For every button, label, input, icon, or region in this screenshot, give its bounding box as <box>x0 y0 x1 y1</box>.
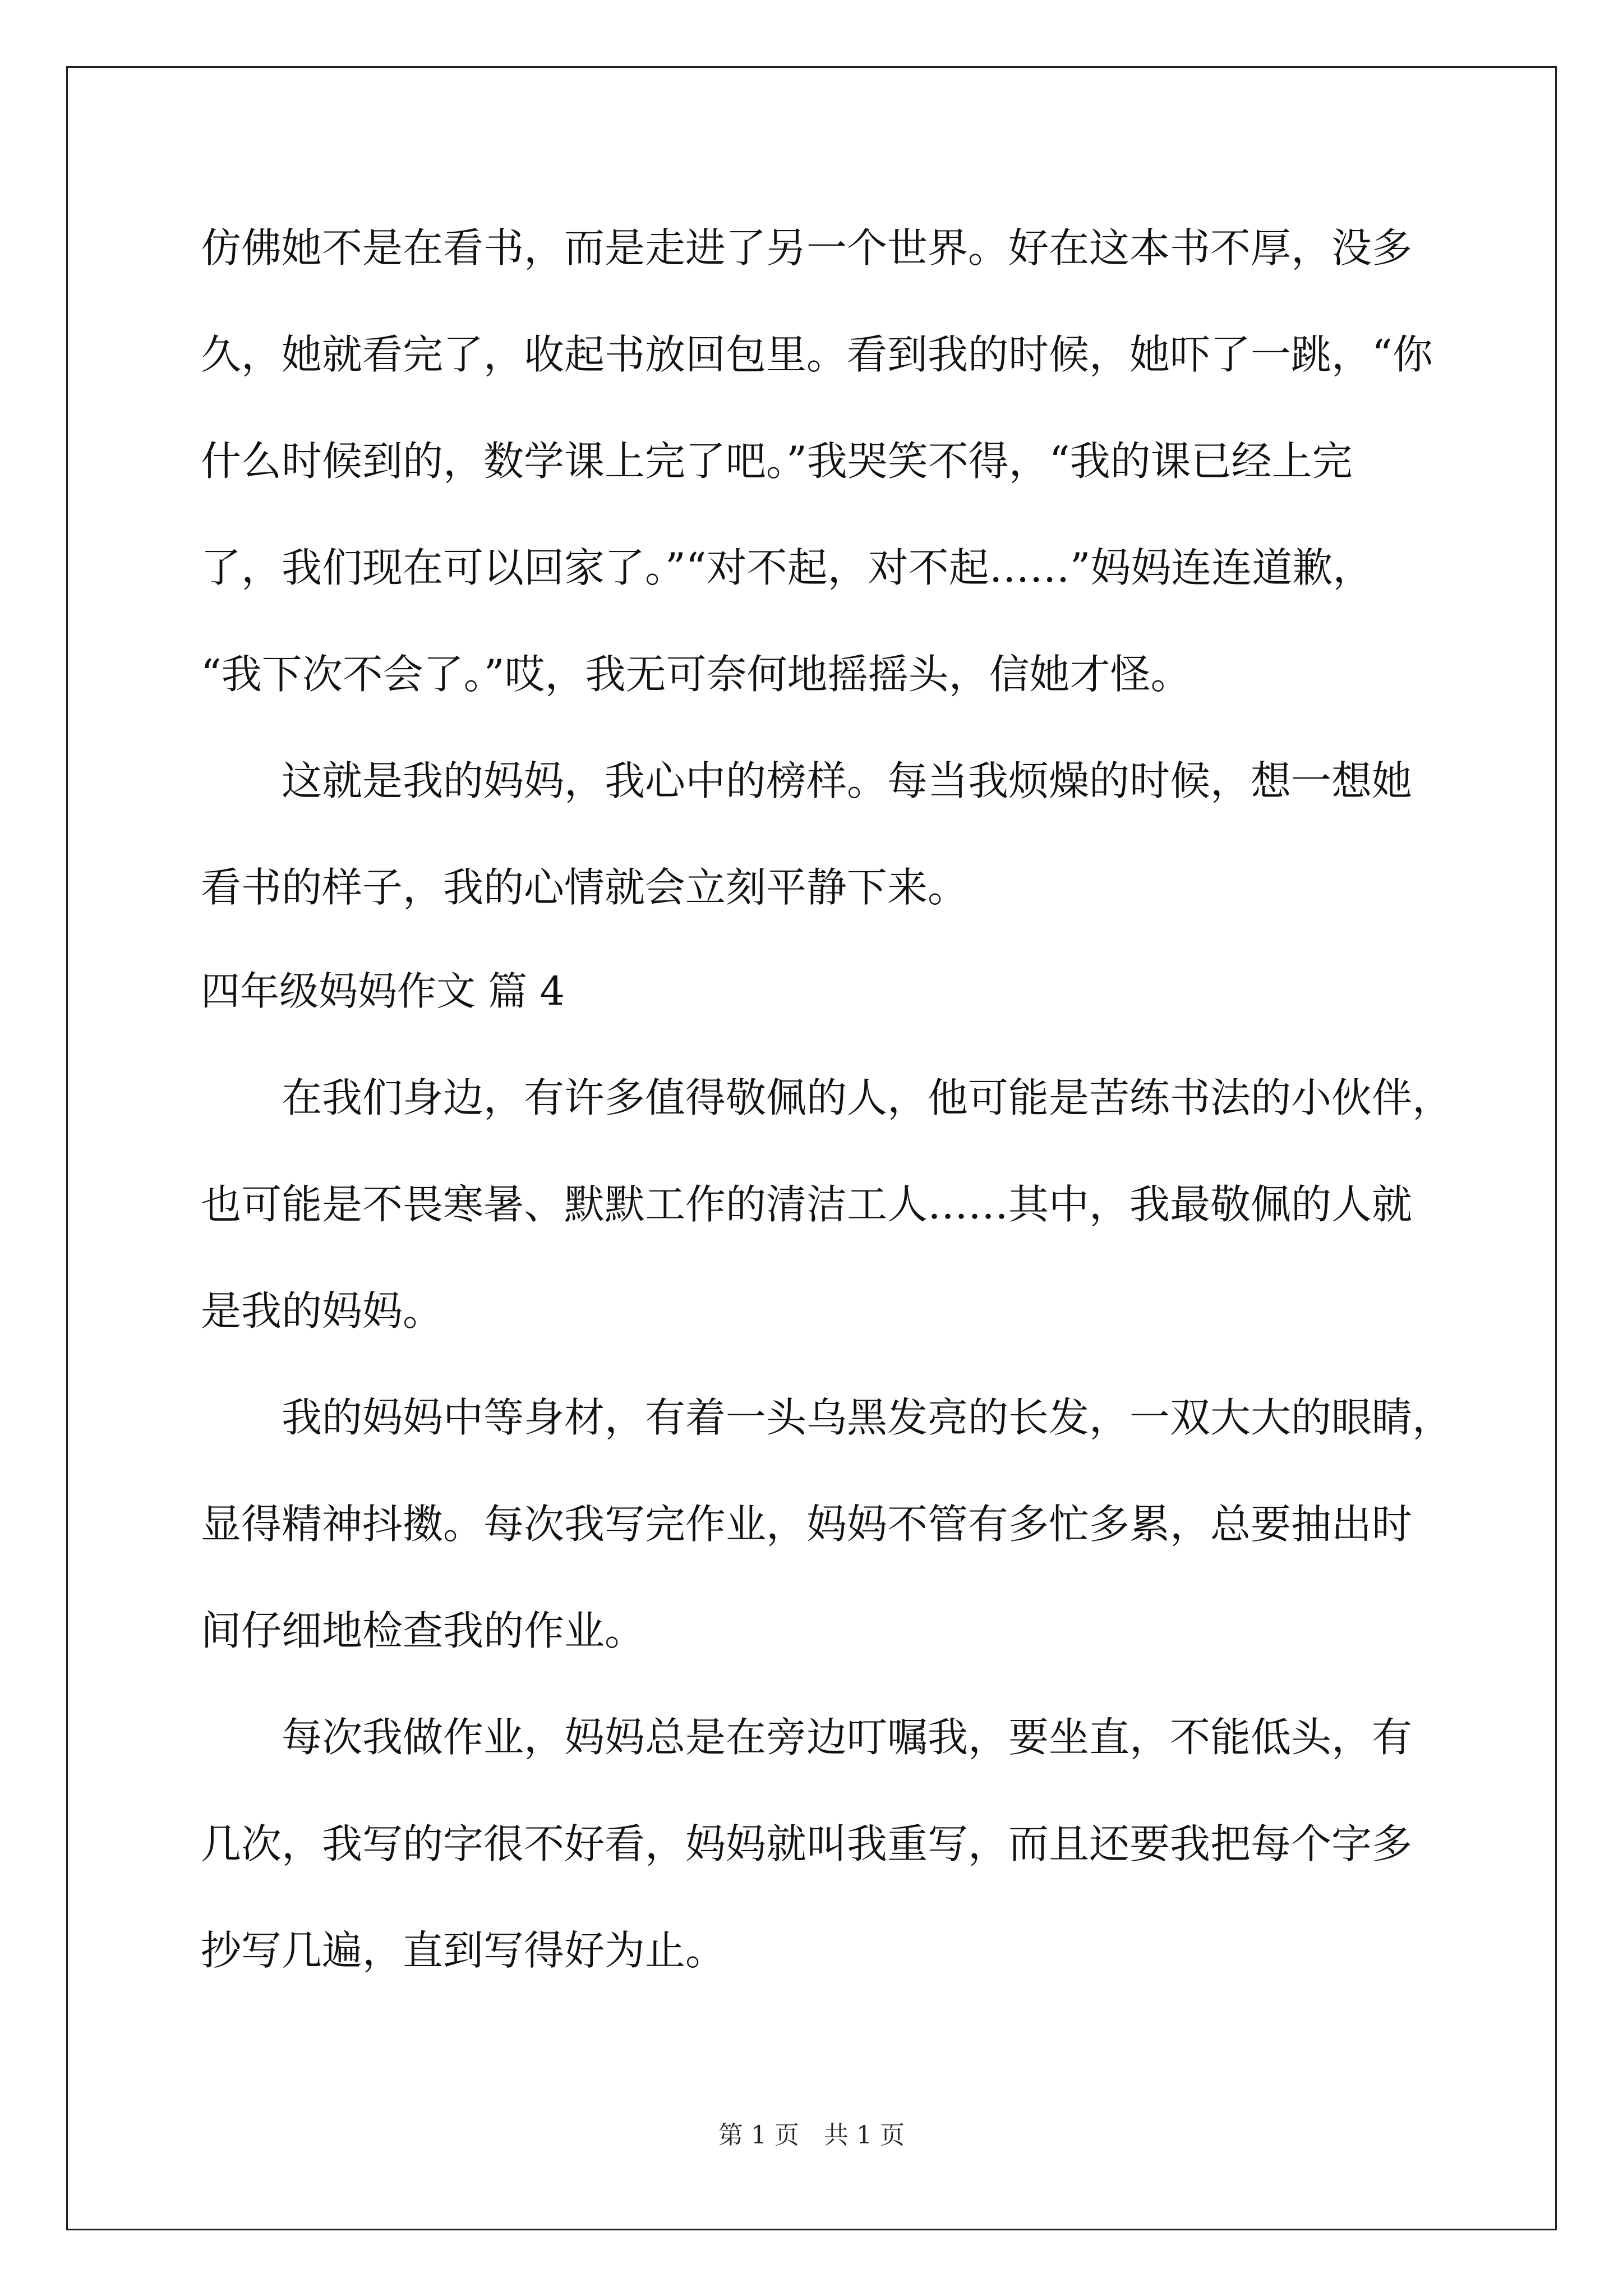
page-border <box>66 66 1557 2230</box>
total-pages: 共 1 页 <box>824 2121 905 2150</box>
text-line: 久，她就看完了，收起书放回包里。看到我的时候，她吓了一跳，“你 <box>201 331 1433 378</box>
text-line: 仿佛她不是在看书，而是走进了另一个世界。好在这本书不厚，没多 <box>201 224 1413 272</box>
text-line: 也可能是不畏寒暑、默默工作的清洁工人……其中，我最敬佩的人就 <box>201 1181 1413 1228</box>
text-line: 抄写几遍，直到写得好为止。 <box>201 1927 726 1974</box>
text-line: 是我的妈妈。 <box>201 1287 444 1335</box>
paragraph-first-line: 我的妈妈中等身材，有着一头乌黑发亮的长发，一双大大的眼睛， <box>282 1394 1453 1441</box>
paragraph-first-line: 这就是我的妈妈，我心中的榜样。每当我烦燥的时候，想一想她 <box>282 757 1413 804</box>
section-heading: 四年级妈妈作文 篇 4 <box>201 968 565 1014</box>
text-line: 什么时候到的，数学课上完了吧。”我哭笑不得，“我的课已经上完 <box>201 438 1353 485</box>
paragraph-first-line: 每次我做作业，妈妈总是在旁边叮嘱我，要坐直，不能低头，有 <box>282 1714 1413 1761</box>
text-line: “我下次不会了。”哎，我无可奈何地摇摇头，信她才怪。 <box>201 651 1191 698</box>
text-line: 间仔细地检查我的作业。 <box>201 1607 645 1654</box>
text-line: 显得精神抖擞。每次我写完作业，妈妈不管有多忙多累，总要抽出时 <box>201 1501 1413 1548</box>
page-number: 第 1 页 <box>718 2121 799 2150</box>
page-footer <box>0 2115 1623 2151</box>
text-line: 看书的样子，我的心情就会立刻平静下来。 <box>201 864 969 911</box>
paragraph-first-line: 在我们身边，有许多值得敬佩的人，他可能是苦练书法的小伙伴， <box>282 1074 1453 1121</box>
text-line: 几次，我写的字很不好看，妈妈就叫我重写，而且还要我把每个字多 <box>201 1820 1413 1867</box>
text-line: 了，我们现在可以回家了。”“对不起，对不起……”妈妈连连道歉， <box>201 544 1373 591</box>
